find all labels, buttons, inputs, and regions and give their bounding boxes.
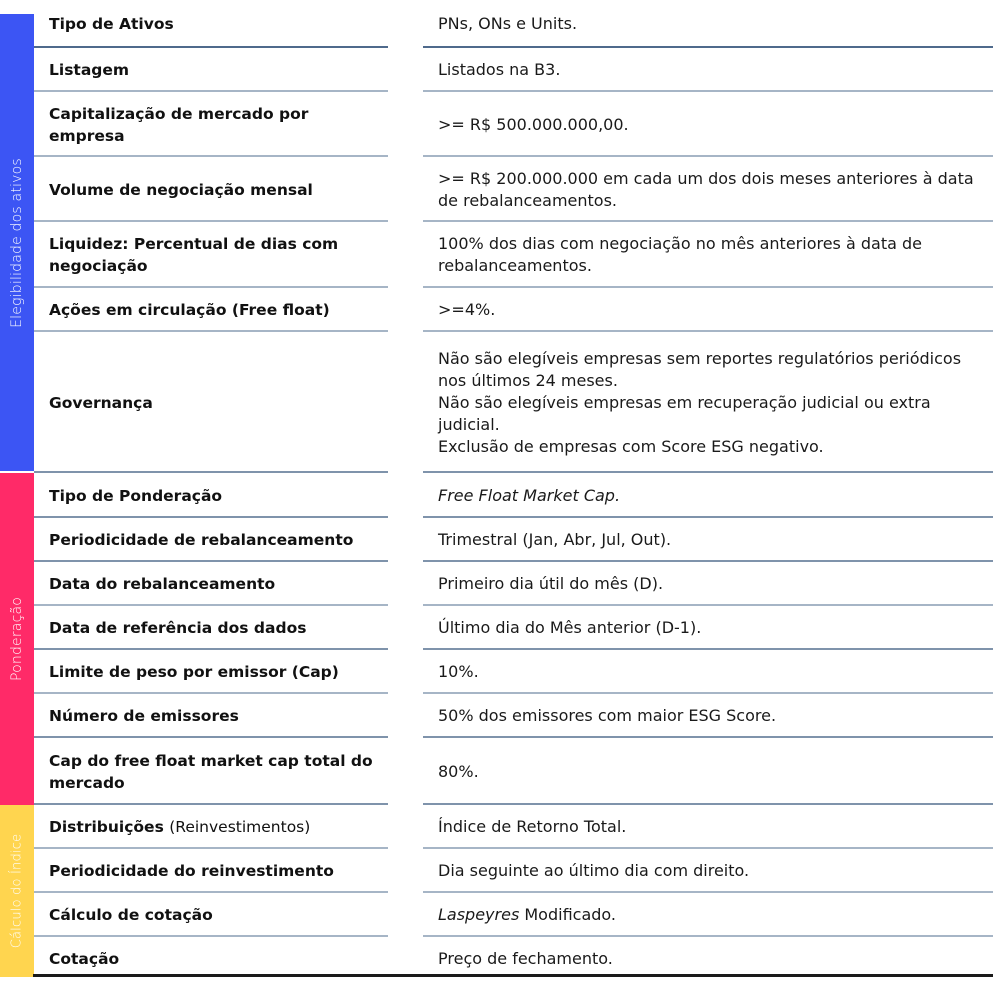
value-cell: >= R$ 500.000.000,00. [438,114,629,134]
value-cell: 100% dos dias com negociação no mês anteriores à data de rebalanceamentos. [438,234,922,275]
criterion-cell: Data de referência dos dados [49,619,307,637]
value-cell: Último dia do Mês anterior (D-1). [438,618,702,637]
value-cell: Índice de Retorno Total. [438,817,627,836]
table-row [0,48,993,92]
value-text: Modificado. [524,905,616,924]
governance-line: Não são elegíveis empresas sem reportes regulatórios periódicos nos últimos 24 meses. [438,348,962,390]
value-cell: Preço de fechamento. [438,949,613,968]
criterion-cell: Periodicidade do reinvestimento [49,862,334,880]
criterion-cell: Tipo de Ponderação [49,486,223,505]
value-cell: Free Float Market Cap. [438,485,621,505]
criterion-cell: Governança [49,393,153,412]
table-row [0,157,993,222]
value-cell: 80%. [438,761,479,781]
governance-line: Exclusão de empresas com Score ESG negativo. [438,436,824,456]
value-cell: 50% dos emissores com maior ESG Score. [438,706,777,725]
criterion-cell: Cálculo de cotação [49,906,213,924]
table-row [0,518,993,562]
criterion-cell: Ações em circulação (Free float) [49,301,330,319]
table-row [0,473,993,518]
criterion-cell: Cap do free float market cap total do mercado [49,751,373,792]
value-italic: Laspeyres [438,905,520,924]
criterion-cell: Periodicidade de rebalanceamento [49,531,354,549]
section-eligibility [0,0,993,473]
criterion-cell: Tipo de Ativos [49,15,174,33]
section-label-calculation: Cálculo do Índice [9,833,25,949]
criterion-text: Distribuições [49,818,164,836]
value-cell: Primeiro dia útil do mês (D). [438,574,664,593]
value-cell: Dia seguinte ao último dia com direito. [438,861,750,880]
table-row [0,805,993,849]
value-cell: Listados na B3. [438,60,561,79]
governance-line: Não são elegíveis empresas em recuperação judicial ou extra judicial. [438,392,931,434]
section-label-eligibility: Elegibilidade dos ativos [9,157,25,328]
section-label-weighting: Ponderação [9,596,25,682]
table-row [0,606,993,650]
criterion-cell: Número de emissores [49,707,239,725]
value-cell: >=4%. [438,300,496,319]
table-row [0,288,993,332]
value-cell: Trimestral (Jan, Abr, Jul, Out). [438,530,672,549]
table-row [0,562,993,606]
table-row [0,650,993,694]
value-cell: 10%. [438,662,479,681]
table-row [0,893,993,937]
criterion-cell: Capitalização de mercado por empresa [49,104,309,145]
value-cell-governance [423,332,993,473]
criterion-cell: Limite de peso por emissor (Cap) [49,663,339,681]
table-row [0,0,993,48]
table-bottom-rule [33,974,993,977]
criterion-cell: Volume de negociação mensal [49,180,313,199]
section-calculation [0,805,993,981]
criterion-cell: Data do rebalanceamento [49,575,276,593]
criterion-cell: Cotação [49,950,120,968]
table-row [0,222,993,288]
criterion-cell: Liquidez: Percentual de dias com negociação [49,235,339,275]
table-row [0,738,993,805]
table-row [0,332,993,473]
table-row [0,849,993,893]
value-cell [423,893,993,937]
criterion-cell: Listagem [49,61,130,79]
value-cell: PNs, ONs e Units. [438,14,578,33]
table-row [0,92,993,157]
criterion-suffix: (Reinvestimentos) [169,818,311,836]
criterion-cell [34,805,388,849]
table-row [0,694,993,738]
section-weighting [0,473,993,805]
value-cell: >= R$ 200.000.000 em cada um dos dois meses anteriores à data de rebalanceamentos. [438,168,974,210]
